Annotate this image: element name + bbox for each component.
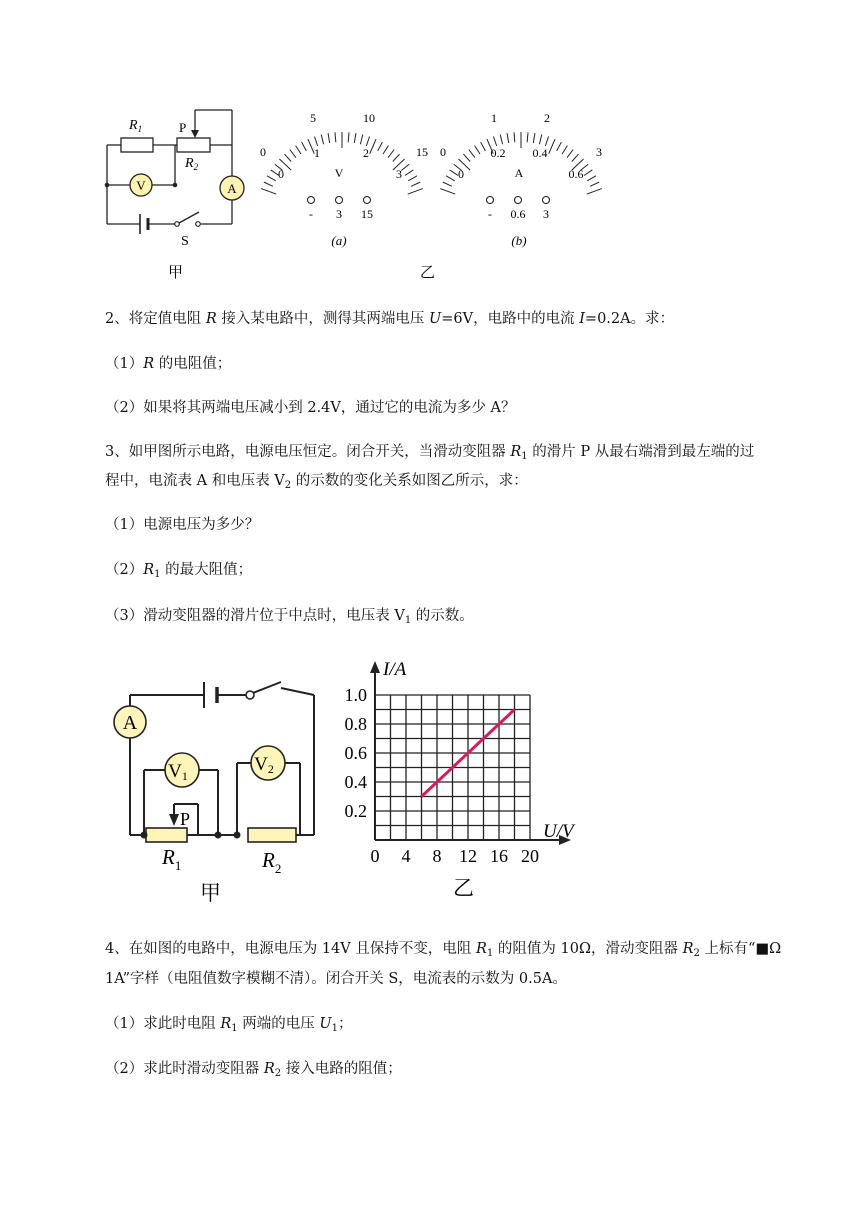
svg-text:3: 3 — [543, 207, 549, 221]
svg-text:10: 10 — [363, 111, 375, 125]
dial-tick — [405, 170, 413, 176]
question-2-part-2: （2）如果将其两端电压减小到 2.4V，通过它的电流为多少 A？ — [105, 400, 516, 416]
dial-tick — [328, 133, 330, 143]
svg-text:5: 5 — [310, 111, 316, 125]
dial-tick — [354, 133, 356, 143]
question-4-stem-line-1: 4、在如图的电路中，电源电压为 14V 且保持不变，电阻 $R_1$ 的阻值为 10Ω，滑动变阻器 $R_2$ 上标有“■Ω — [105, 941, 782, 959]
svg-text:0.4: 0.4 — [532, 146, 548, 160]
dial-tick — [507, 133, 509, 143]
svg-text:0.6: 0.6 — [568, 167, 584, 181]
question-3-stem-line-1: 3、如甲图所示电路，电源电压恒定。闭合开关，当滑动变阻器 $R_1$ 的滑片 P 从最右端滑到最左端的过 — [105, 444, 755, 462]
dial-tick — [264, 182, 273, 186]
caption-yi-1: 乙 — [420, 265, 436, 281]
dial-tick — [562, 146, 567, 154]
junction-dot — [141, 832, 148, 839]
dial-tick — [469, 150, 475, 158]
rheostat-r2 — [177, 138, 210, 152]
battery-symbol — [140, 214, 148, 234]
dial-tick — [321, 135, 323, 145]
svg-text:3: 3 — [396, 167, 402, 181]
question-4-stem-line-2: 1A”字样（电阻值数字模糊不清）。闭合开关 S，电流表的示数为 0.5A。 — [105, 971, 567, 987]
ammeter-symbol — [220, 176, 244, 200]
label-p: P — [179, 120, 187, 135]
svg-text:-: - — [309, 207, 313, 221]
svg-text:(b): (b) — [511, 233, 527, 248]
question-2-stem: 2、将定值电阻 R 接入某电路中，测得其两端电压 U=6V，电路中的电流 I=0.2A。求： — [105, 311, 675, 327]
dial-tick — [533, 133, 535, 143]
dial-tick — [443, 182, 452, 186]
dial-tick — [335, 132, 336, 142]
svg-text:V2: V2 — [254, 754, 274, 776]
question-3-part-3: （3）滑动变阻器的滑片位于中点时，电压表 $V_1$ 的示数。 — [105, 608, 474, 626]
dial-tick — [446, 176, 455, 181]
svg-text:1: 1 — [314, 146, 320, 160]
dial-tick — [411, 182, 420, 186]
dial-tick — [408, 189, 423, 194]
question-4-part-1: （1）求此时电阻 $R_1$ 两端的电压 $U_1$； — [105, 1016, 353, 1034]
svg-text:2: 2 — [544, 111, 550, 125]
dial-tick — [463, 154, 470, 161]
label-r1: $R_1$ — [129, 118, 143, 134]
svg-text:A: A — [122, 712, 138, 734]
question-2-part-1: （1）R 的电阻值； — [105, 356, 232, 372]
x-tick-label: 12 — [459, 846, 477, 866]
y-tick-label: 0.4 — [344, 772, 367, 792]
dial-tick — [549, 139, 555, 154]
voltmeter-symbol — [130, 174, 152, 196]
dial-tick — [360, 135, 362, 145]
y-axis-arrow-icon — [370, 661, 380, 673]
dial-tick — [290, 150, 296, 158]
dial-tick — [450, 170, 458, 176]
x-tick-label: 0 — [370, 846, 380, 866]
dial-tick — [587, 189, 602, 194]
dial-tick — [370, 139, 376, 154]
x-tick-label: 16 — [490, 846, 508, 866]
dial-tick — [393, 154, 400, 161]
y-tick-label: 0.2 — [344, 801, 367, 821]
voltmeter-dial-a — [260, 111, 428, 248]
dial-tick — [584, 170, 592, 176]
dial-tick — [284, 154, 291, 161]
svg-text:3: 3 — [596, 145, 602, 159]
resistor-r2 — [248, 828, 296, 842]
y-tick-label: 1.0 — [344, 685, 367, 705]
dial-tick — [366, 137, 369, 146]
svg-text:-: - — [488, 207, 492, 221]
voltmeter-v1-symbol — [165, 753, 199, 787]
junction-dot — [215, 832, 222, 839]
x-tick-label: 4 — [401, 846, 411, 866]
question-4-part-2: （2）求此时滑动变阻器 $R_2$ 接入电路的阻值； — [105, 1061, 402, 1079]
dial-tick — [514, 132, 515, 142]
junction-dot — [234, 832, 241, 839]
svg-text:0: 0 — [260, 145, 266, 159]
dial-tick — [545, 137, 548, 146]
dial-tick — [481, 142, 486, 151]
dial-tick — [383, 146, 388, 154]
dial-tick — [500, 135, 502, 145]
x-tick-label: 8 — [432, 846, 442, 866]
figure-1 — [95, 100, 625, 285]
label-r2: $R_2$ — [185, 156, 199, 172]
ammeter-symbol — [114, 706, 146, 738]
slider-arrow-icon — [169, 814, 179, 826]
svg-text:V1: V1 — [168, 761, 188, 783]
svg-text:A: A — [227, 181, 237, 196]
svg-text:0: 0 — [278, 167, 284, 181]
svg-text:1: 1 — [491, 111, 497, 125]
junction-dot — [173, 183, 178, 188]
battery-symbol — [204, 682, 217, 708]
dial-tick — [378, 142, 383, 151]
svg-text:15: 15 — [416, 145, 428, 159]
dial-tick — [493, 137, 496, 146]
svg-text:0.6: 0.6 — [510, 207, 526, 221]
label-r2: $R_2$ — [262, 848, 282, 876]
dial-tick — [587, 176, 596, 181]
x-axis-label: U/V — [543, 821, 574, 842]
circuit-diagram-1 — [107, 110, 232, 224]
dial-tick — [572, 154, 579, 161]
label-r1: $R_1$ — [162, 845, 182, 873]
label-switch: S — [181, 234, 189, 249]
y-tick-label: 0.8 — [344, 714, 367, 734]
svg-text:15: 15 — [361, 207, 373, 221]
dial-tick — [401, 164, 409, 170]
dial-tick — [296, 146, 301, 154]
question-3-part-1: （1）电源电压为多少？ — [105, 517, 260, 533]
svg-text:0: 0 — [458, 167, 464, 181]
svg-text:A: A — [514, 166, 524, 180]
dial-tick — [302, 142, 307, 151]
dial-tick — [475, 146, 480, 154]
circuit-diagram-2 — [100, 660, 340, 910]
switch-symbol — [175, 212, 201, 226]
caption-jia-2: 甲 — [200, 881, 221, 905]
caption-jia-1: 甲 — [168, 265, 184, 281]
dial-tick — [408, 176, 417, 181]
resistor-r1 — [121, 138, 153, 152]
svg-text:V: V — [334, 166, 344, 180]
dial-tick — [261, 189, 276, 194]
caption-yi-2: 乙 — [453, 876, 474, 900]
dial-tick — [348, 132, 349, 142]
dial-tick — [539, 135, 541, 145]
dial-tick — [557, 142, 562, 151]
svg-text:3: 3 — [336, 207, 342, 221]
rheostat-r1 — [146, 828, 187, 842]
junction-dot — [105, 183, 110, 188]
svg-text:(a): (a) — [331, 233, 347, 248]
dial-tick — [527, 132, 528, 142]
i-u-chart — [335, 655, 585, 915]
dial-tick — [267, 176, 276, 181]
x-tick-label: 20 — [521, 846, 539, 866]
svg-text:V: V — [136, 178, 146, 193]
dial-tick — [590, 182, 599, 186]
slider-arrow-icon — [191, 130, 199, 138]
svg-text:2: 2 — [363, 146, 369, 160]
svg-text:0: 0 — [440, 145, 446, 159]
dial-tick — [388, 150, 394, 158]
dial-tick — [567, 150, 573, 158]
voltmeter-v2-symbol — [251, 746, 285, 780]
dial-tick — [314, 137, 317, 146]
question-3-stem-line-2: 程中，电流表 A 和电压表 $V_2$ 的示数的变化关系如图乙所示，求： — [105, 473, 528, 491]
ammeter-dial-b — [440, 111, 602, 248]
svg-text:0.2: 0.2 — [490, 146, 506, 160]
y-tick-label: 0.6 — [344, 743, 367, 763]
question-3-part-2: $(2)R_1$ 的最大阻值； — [105, 562, 253, 580]
dial-tick — [440, 189, 455, 194]
switch-lever — [253, 682, 281, 693]
label-p: P — [180, 809, 191, 829]
y-axis-label: I/A — [383, 659, 407, 680]
